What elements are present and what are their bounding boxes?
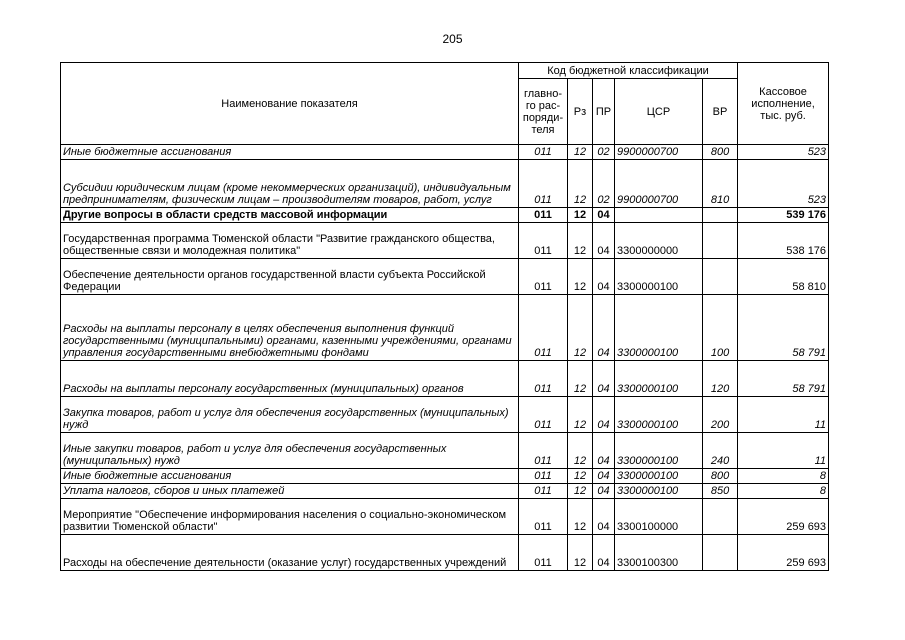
row-sum: 11: [738, 397, 829, 433]
header-glav: [519, 79, 568, 145]
row-glav: 011: [519, 145, 568, 160]
row-csr: 3300000100: [615, 259, 703, 295]
header-glav-line1: главно-: [523, 87, 562, 100]
row-name: Расходы на выплаты персоналу государственных (муниципальных) органов: [61, 361, 519, 397]
row-vr: 120: [703, 361, 738, 397]
row-vr: [703, 223, 738, 259]
row-pr: 04: [593, 433, 615, 469]
row-rz: 12: [568, 433, 593, 469]
row-sum: 538 176: [738, 223, 829, 259]
table-row: [61, 295, 829, 361]
row-pr: 04: [593, 295, 615, 361]
row-csr: 3300000100: [615, 397, 703, 433]
row-glav: 011: [519, 223, 568, 259]
row-name: Уплата налогов, сборов и иных платежей: [61, 484, 519, 499]
header-kod: Код бюджетной классификации: [519, 63, 738, 79]
row-glav: 011: [519, 295, 568, 361]
table-row: [61, 208, 829, 223]
row-vr: [703, 499, 738, 535]
row-pr: 04: [593, 484, 615, 499]
row-csr: 3300000000: [615, 223, 703, 259]
table-row: [61, 145, 829, 160]
row-vr: 800: [703, 469, 738, 484]
row-vr: 810: [703, 160, 738, 208]
table-row: [61, 223, 829, 259]
row-glav: 011: [519, 484, 568, 499]
row-name: Расходы на обеспечение деятельности (оказание услуг) государственных учреждений: [61, 535, 519, 571]
row-rz: 12: [568, 484, 593, 499]
row-pr: 04: [593, 259, 615, 295]
header-sum-line3: тыс. руб.: [760, 109, 806, 122]
row-csr: 3300000100: [615, 361, 703, 397]
row-sum: 539 176: [738, 208, 829, 223]
row-name: Иные бюджетные ассигнования: [61, 469, 519, 484]
header-pr: ПР: [593, 79, 615, 145]
table-row: [61, 160, 829, 208]
header-rz: Рз: [568, 79, 593, 145]
row-name: Закупка товаров, работ и услуг для обеспечения государственных (муниципальных) нужд: [61, 397, 519, 433]
row-glav: 011: [519, 535, 568, 571]
row-sum: 8: [738, 469, 829, 484]
table-row: [61, 361, 829, 397]
row-rz: 12: [568, 535, 593, 571]
header-vr: ВР: [703, 79, 738, 145]
row-pr: 04: [593, 499, 615, 535]
row-glav: 011: [519, 499, 568, 535]
row-sum: 523: [738, 160, 829, 208]
row-sum: 58 791: [738, 295, 829, 361]
row-vr: [703, 535, 738, 571]
row-rz: 12: [568, 259, 593, 295]
row-pr: 04: [593, 469, 615, 484]
row-pr: 04: [593, 361, 615, 397]
row-sum: 8: [738, 484, 829, 499]
row-vr: [703, 208, 738, 223]
header-sum: [738, 63, 829, 145]
row-csr: 3300000100: [615, 295, 703, 361]
row-name: Субсидии юридическим лицам (кроме некоммерческих организаций), индивидуальным предпринимателям, физическим лицам – производителям товаров, работ, услуг: [61, 160, 519, 208]
row-sum: 11: [738, 433, 829, 469]
row-sum: 58 810: [738, 259, 829, 295]
row-vr: [703, 259, 738, 295]
row-pr: 04: [593, 208, 615, 223]
row-glav: 011: [519, 160, 568, 208]
table-row: [61, 469, 829, 484]
row-glav: 011: [519, 469, 568, 484]
row-glav: 011: [519, 433, 568, 469]
row-vr: 240: [703, 433, 738, 469]
row-name: Обеспечение деятельности органов государственной власти субъекта Российской Федерации: [61, 259, 519, 295]
row-rz: 12: [568, 160, 593, 208]
header-sum-line1: Кассовое: [759, 85, 807, 98]
row-rz: 12: [568, 361, 593, 397]
row-csr: 3300000100: [615, 484, 703, 499]
row-name: Государственная программа Тюменской области "Развитие гражданского общества, общественные связи и молодежная политика": [61, 223, 519, 259]
row-rz: 12: [568, 469, 593, 484]
row-pr: 04: [593, 223, 615, 259]
row-csr: 3300100000: [615, 499, 703, 535]
row-vr: 200: [703, 397, 738, 433]
row-glav: 011: [519, 259, 568, 295]
row-name: Иные закупки товаров, работ и услуг для обеспечения государственных (муниципальных) нужд: [61, 433, 519, 469]
row-pr: 04: [593, 535, 615, 571]
row-rz: 12: [568, 397, 593, 433]
row-glav: 011: [519, 208, 568, 223]
row-name: Расходы на выплаты персоналу в целях обеспечения выполнения функций государственными (муниципальными) органами, казенными учреждениями, органами управления государственными внебюджетными фондами: [61, 295, 519, 361]
row-rz: 12: [568, 208, 593, 223]
row-pr: 02: [593, 145, 615, 160]
table-row: [61, 259, 829, 295]
row-name: Мероприятие "Обеспечение информирования населения о социально-экономическом развитии Тюменской области": [61, 499, 519, 535]
header-glav-line4: теля: [531, 123, 555, 136]
row-rz: 12: [568, 295, 593, 361]
header-glav-line2: го рас-: [525, 99, 561, 112]
row-sum: 259 693: [738, 499, 829, 535]
header-csr: ЦСР: [615, 79, 703, 145]
row-csr: 3300100300: [615, 535, 703, 571]
row-csr: [615, 208, 703, 223]
table-row: [61, 397, 829, 433]
row-vr: 850: [703, 484, 738, 499]
table-row: [61, 499, 829, 535]
row-vr: 800: [703, 145, 738, 160]
row-rz: 12: [568, 145, 593, 160]
row-sum: 58 791: [738, 361, 829, 397]
row-name: Иные бюджетные ассигнования: [61, 145, 519, 160]
row-csr: 9900000700: [615, 160, 703, 208]
row-csr: 3300000100: [615, 469, 703, 484]
header-sum-line2: исполнение,: [751, 97, 815, 110]
row-sum: 259 693: [738, 535, 829, 571]
table-row: [61, 535, 829, 571]
page-number: 205: [442, 32, 463, 46]
row-vr: 100: [703, 295, 738, 361]
row-csr: 3300000100: [615, 433, 703, 469]
row-name: Другие вопросы в области средств массовой информации: [61, 208, 519, 223]
table-row: [61, 484, 829, 499]
row-glav: 011: [519, 397, 568, 433]
row-rz: 12: [568, 499, 593, 535]
row-rz: 12: [568, 223, 593, 259]
row-csr: 9900000700: [615, 145, 703, 160]
table-row: [61, 433, 829, 469]
row-sum: 523: [738, 145, 829, 160]
row-pr: 02: [593, 160, 615, 208]
budget-table: [60, 62, 829, 571]
header-glav-line3: поряди-: [522, 111, 564, 124]
row-pr: 04: [593, 397, 615, 433]
header-name: Наименование показателя: [61, 63, 519, 145]
row-glav: 011: [519, 361, 568, 397]
